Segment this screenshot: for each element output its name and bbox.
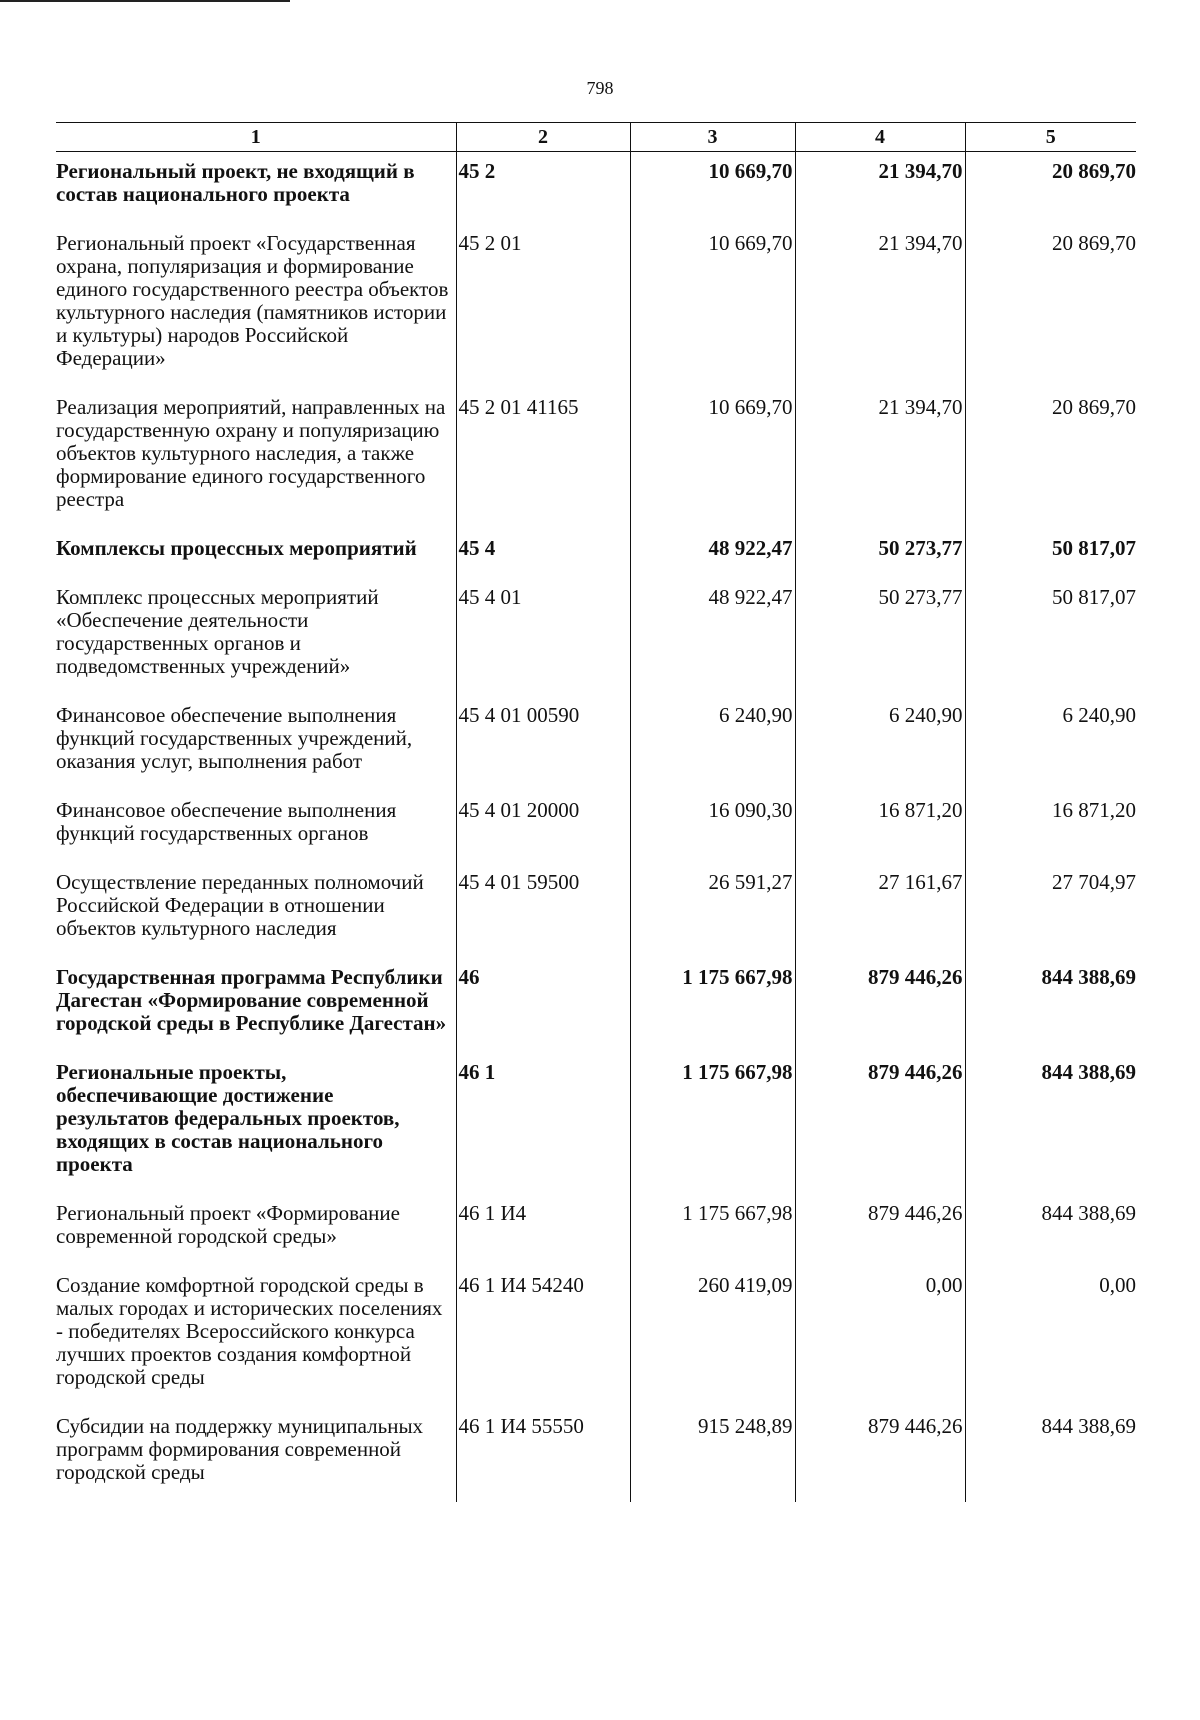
row-value-col5: 20 869,70: [965, 224, 1136, 388]
row-name-cell: Региональный проект, не входящий в состав национального проекта: [56, 159, 415, 206]
row-value-col4: 879 446,26: [795, 1407, 965, 1502]
table-row: [56, 224, 1136, 388]
row-name-cell: Реализация мероприятий, направленных на государственную охрану и популяризацию объектов культурного наследия, а также формирование единого государственного реестра: [56, 395, 446, 511]
budget-table: [56, 122, 1136, 1502]
row-code-cell: 45 4: [456, 529, 630, 578]
row-value-col5: 50 817,07: [965, 529, 1136, 578]
row-code-cell: 45 2 01 41165: [456, 388, 630, 529]
table-row: [56, 863, 1136, 958]
table-header-row: [56, 123, 1136, 152]
column-header-5: 5: [965, 123, 1136, 152]
row-value-col4: 21 394,70: [795, 152, 965, 225]
row-code-cell: 46: [456, 958, 630, 1053]
row-value-col4: 879 446,26: [795, 1053, 965, 1194]
row-name-cell: Государственная программа Республики Дагестан «Формирование современной городской среды в Республике Дагестан»: [56, 965, 447, 1035]
table-row: [56, 578, 1136, 696]
row-value-col4: 27 161,67: [795, 863, 965, 958]
row-value-col5: 6 240,90: [965, 696, 1136, 791]
row-value-col4: 50 273,77: [795, 578, 965, 696]
column-header-4: 4: [795, 123, 965, 152]
row-value-col3: 48 922,47: [630, 529, 795, 578]
row-value-col3: 10 669,70: [630, 224, 795, 388]
row-name-cell: Создание комфортной городской среды в малых городах и исторических поселениях - победителях Всероссийского конкурса лучших проектов создания комфортной городской среды: [56, 1273, 443, 1389]
row-name-cell: Осуществление переданных полномочий Российской Федерации в отношении объектов культурного наследия: [56, 870, 424, 940]
top-rule: [0, 0, 290, 2]
row-value-col4: 6 240,90: [795, 696, 965, 791]
row-value-col4: 50 273,77: [795, 529, 965, 578]
row-code-cell: 46 1 И4 54240: [456, 1266, 630, 1407]
row-value-col4: 21 394,70: [795, 224, 965, 388]
table-row: [56, 1266, 1136, 1407]
table-row: [56, 958, 1136, 1053]
table-row: [56, 388, 1136, 529]
row-code-cell: 45 4 01 00590: [456, 696, 630, 791]
column-header-1: 1: [56, 123, 456, 152]
row-code-cell: 45 4 01: [456, 578, 630, 696]
table-row: [56, 1194, 1136, 1266]
table-body: [56, 152, 1136, 1503]
row-name-cell: Региональный проект «Государственная охрана, популяризация и формирование единого государственного реестра объектов культурного наследия (памятников истории и культуры) народов Российской Федерации»: [56, 231, 449, 370]
row-value-col5: 20 869,70: [965, 152, 1136, 225]
row-value-col5: 27 704,97: [965, 863, 1136, 958]
row-code-cell: 45 2 01: [456, 224, 630, 388]
row-value-col3: 26 591,27: [630, 863, 795, 958]
row-name-cell: Финансовое обеспечение выполнения функций государственных органов: [56, 798, 397, 845]
row-code-cell: 45 4 01 20000: [456, 791, 630, 863]
row-value-col5: 844 388,69: [965, 958, 1136, 1053]
row-value-col3: 10 669,70: [630, 152, 795, 225]
table-row: [56, 696, 1136, 791]
row-code-cell: 45 2: [456, 152, 630, 225]
table-row: [56, 791, 1136, 863]
row-code-cell: 46 1 И4: [456, 1194, 630, 1266]
row-value-col3: 915 248,89: [630, 1407, 795, 1502]
row-value-col5: 0,00: [965, 1266, 1136, 1407]
row-value-col3: 16 090,30: [630, 791, 795, 863]
table-row: [56, 529, 1136, 578]
row-name-cell: Региональные проекты, обеспечивающие достижение результатов федеральных проектов, входящих в состав национального проекта: [56, 1060, 400, 1176]
row-value-col3: 260 419,09: [630, 1266, 795, 1407]
row-code-cell: 46 1: [456, 1053, 630, 1194]
row-value-col4: 879 446,26: [795, 1194, 965, 1266]
table-row: [56, 152, 1136, 225]
row-name-cell: Региональный проект «Формирование современной городской среды»: [56, 1201, 400, 1248]
row-value-col5: 844 388,69: [965, 1053, 1136, 1194]
row-value-col3: 1 175 667,98: [630, 958, 795, 1053]
table-row: [56, 1407, 1136, 1502]
row-value-col3: 10 669,70: [630, 388, 795, 529]
row-value-col4: 16 871,20: [795, 791, 965, 863]
row-value-col4: 21 394,70: [795, 388, 965, 529]
row-code-cell: 45 4 01 59500: [456, 863, 630, 958]
column-header-3: 3: [630, 123, 795, 152]
row-value-col3: 1 175 667,98: [630, 1053, 795, 1194]
row-value-col5: 16 871,20: [965, 791, 1136, 863]
row-value-col4: 879 446,26: [795, 958, 965, 1053]
table-row: [56, 1053, 1136, 1194]
row-name-cell: Субсидии на поддержку муниципальных программ формирования современной городской среды: [56, 1414, 424, 1484]
row-value-col5: 50 817,07: [965, 578, 1136, 696]
row-value-col3: 1 175 667,98: [630, 1194, 795, 1266]
row-value-col5: 844 388,69: [965, 1194, 1136, 1266]
row-value-col5: 844 388,69: [965, 1407, 1136, 1502]
row-value-col4: 0,00: [795, 1266, 965, 1407]
row-value-col3: 48 922,47: [630, 578, 795, 696]
row-code-cell: 46 1 И4 55550: [456, 1407, 630, 1502]
row-name-cell: Финансовое обеспечение выполнения функций государственных учреждений, оказания услуг, выполнения работ: [56, 703, 413, 773]
row-value-col3: 6 240,90: [630, 696, 795, 791]
page-number: 798: [586, 78, 614, 98]
column-header-2: 2: [456, 123, 630, 152]
row-value-col5: 20 869,70: [965, 388, 1136, 529]
row-name-cell: Комплексы процессных мероприятий: [56, 536, 417, 560]
row-name-cell: Комплекс процессных мероприятий «Обеспечение деятельности государственных органов и подведомственных учреждений»: [56, 585, 379, 678]
